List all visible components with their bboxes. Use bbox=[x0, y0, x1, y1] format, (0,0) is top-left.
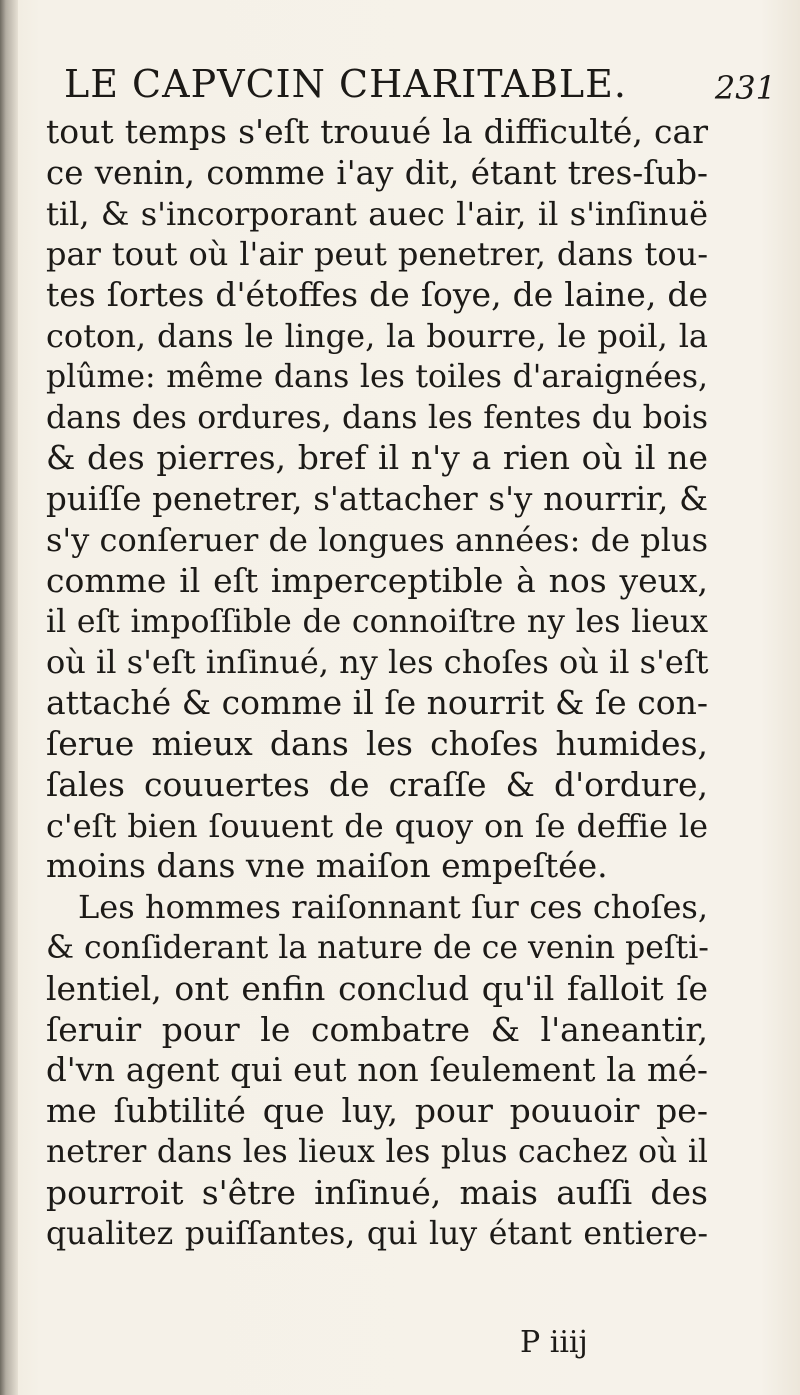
text-line: qualitez puiſſantes, qui luy étant entiere- bbox=[46, 1215, 708, 1252]
text-line: plûme: même dans les toiles d'araignées, bbox=[46, 358, 708, 395]
text-line: lentiel, ont enfin conclud qu'il falloit ſe bbox=[46, 968, 708, 1008]
text-line: c'eſt bien ſouuent de quoy on ſe deffie le bbox=[46, 806, 708, 845]
text-line: ce venin, comme i'ay dit, étant tres-ſub- bbox=[46, 153, 708, 192]
binding-gutter bbox=[0, 0, 18, 1395]
text-line: netrer dans les lieux les plus cachez où il bbox=[46, 1133, 708, 1170]
text-line: attaché & comme il ſe nourrit & ſe con- bbox=[46, 683, 708, 723]
text-line: pourroit s'être inſinué, mais auſſi des bbox=[46, 1172, 708, 1212]
text-line: Les hommes raiſonnant ſur ces choſes, bbox=[78, 888, 708, 927]
text-line: il eſt impoſſible de connoiſtre ny les lieux bbox=[46, 603, 708, 640]
page-number: 231 bbox=[714, 69, 776, 107]
text-line: d'vn agent qui eut non ſeulement la mé- bbox=[46, 1051, 708, 1090]
text-line: où il s'eſt inſinué, ny les choſes où il s'eſt bbox=[46, 643, 709, 682]
paragraph-2 bbox=[46, 887, 708, 1254]
text-line: puiſſe penetrer, s'attacher s'y nourrir, & bbox=[46, 480, 708, 519]
text-line: ſeruir pour le combatre & l'aneantir, bbox=[46, 1009, 708, 1049]
text-line: ſerue mieux dans les choſes humides, bbox=[46, 723, 708, 763]
text-line: s'y conſeruer de longues années: de plus bbox=[46, 520, 708, 559]
text-line: tes ſortes d'étoffes de ſoye, de laine, de bbox=[46, 275, 708, 315]
text-line: ſales couuertes de craſſe & d'ordure, bbox=[46, 764, 708, 804]
text-line: & conſiderant la nature de ce venin peſti- bbox=[46, 929, 709, 966]
text-line: par tout où l'air peut penetrer, dans tou- bbox=[46, 235, 708, 274]
signature-mark: P iiij bbox=[520, 1325, 588, 1360]
text-line: tout temps s'eſt trouué la difficulté, car bbox=[46, 112, 708, 151]
text-line: & des pierres, bref il n'y a rien où il ne bbox=[46, 438, 708, 478]
text-line: til, & s'incorporant auec l'air, il s'inſinuë bbox=[46, 194, 708, 233]
running-head: LE CAPVCIN CHARITABLE. bbox=[64, 62, 627, 106]
text-line: coton, dans le linge, la bourre, le poil, la bbox=[46, 316, 708, 355]
text-line: me ſubtilité que luy, pour pouuoir pe- bbox=[46, 1091, 708, 1131]
body-text bbox=[46, 112, 708, 1254]
page-header bbox=[64, 58, 776, 110]
text-line: moins dans vne maiſon empeſtée. bbox=[46, 846, 608, 886]
text-line: dans des ordures, dans les fentes du bois bbox=[46, 399, 708, 436]
paragraph-1 bbox=[46, 112, 708, 887]
text-line: comme il eſt imperceptible à nos yeux, bbox=[46, 560, 708, 600]
